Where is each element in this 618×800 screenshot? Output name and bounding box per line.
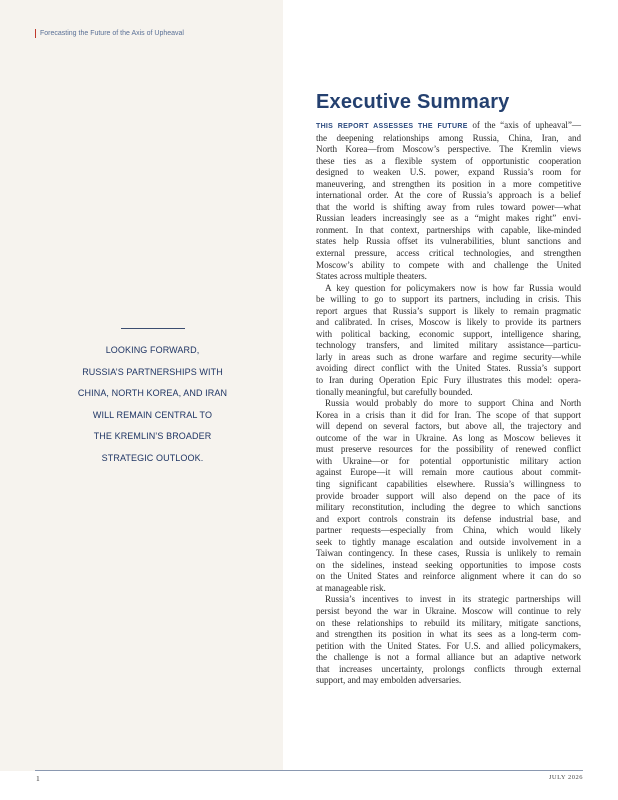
- paragraph-line: with Ukraine—or for potential opportunistic military action: [316, 455, 581, 466]
- pull-quote-line: LOOKING FORWARD,: [105, 345, 200, 355]
- paragraph-line: Russia would probably do more to support China and North: [325, 398, 581, 409]
- paragraph-line: and strengthen its position in what its sees as a long-term com-: [316, 629, 581, 640]
- paragraph-line: on these relationships to rebuild its military, mitigate sanctions,: [316, 617, 581, 628]
- pull-quote: [30, 340, 275, 470]
- paragraph-line: support, and may embolden adversaries.: [316, 675, 462, 686]
- paragraph-line: at manageable risk.: [316, 582, 386, 593]
- footer-rule: [35, 770, 583, 771]
- paragraph-line: Korea in a crisis than it did for Iran. The scope of that support: [316, 409, 581, 420]
- paragraph-line: international order. At the core of Russia’s approach is a belief: [316, 190, 581, 201]
- paragraph-line: maneuvering, and strengthen its position in a more competitive: [316, 178, 581, 189]
- pull-quote-line: RUSSIA’S PARTNERSHIPS WITH: [82, 366, 223, 377]
- paragraph-line: petition with the United States. For U.S. and allied policymakers,: [316, 640, 581, 651]
- body-text: [316, 120, 581, 687]
- paragraph-line: on the sidelines, instead seeking opportunities to impose costs: [316, 559, 581, 570]
- paragraph-line: external pressure, access critical technologies, and strengthen: [316, 248, 581, 259]
- pull-quote-line: WILL REMAIN CENTRAL TO: [92, 409, 213, 420]
- page-number: 1: [36, 774, 40, 783]
- paragraph-line: and calibrated. In crises, Moscow is likely to provide its partners: [316, 317, 581, 328]
- paragraph-line: the challenge is not a formal alliance but an adaptive network: [316, 652, 581, 663]
- pull-quote-line: THE KREMLIN’S BROADER: [93, 431, 212, 442]
- paragraph-line: outcome of the war in Ukraine. As long as Moscow believes it: [316, 432, 581, 443]
- paragraph-line: and export controls constrain its defense industrial base, and: [316, 513, 581, 524]
- paragraph-line: provide broader support will also depend on the pace of its: [316, 490, 581, 501]
- paragraph-line: must preserve resources for the possibility of renewed conflict: [316, 444, 581, 455]
- paragraph-line: report argues that Russia’s support is likely to remain pragmatic: [316, 305, 581, 316]
- paragraph-line: [316, 120, 581, 133]
- paragraph-line-text: of the “axis of upheaval”—: [467, 120, 581, 130]
- paragraph-line: A key question for policymakers now is how far Russia would: [325, 282, 581, 293]
- page-title: Executive Summary: [316, 91, 510, 113]
- paragraph-line: States across multiple theaters.: [316, 271, 427, 282]
- pull-quote-line: CHINA, NORTH KOREA, AND IRAN: [77, 388, 228, 399]
- paragraph-line: North Korea—from Moscow’s perspective. The Kremlin views: [316, 144, 581, 155]
- paragraph-line: persist beyond the war in Ukraine. Moscow will continue to rely: [316, 605, 581, 616]
- paragraph-line: these ties as a flexible system of opportunistic cooperation: [316, 155, 581, 166]
- paragraph-line: military reconstitution, including the degree to which sanctions: [316, 502, 581, 513]
- paragraph-line: seek to tightly manage escalation and outside involvement in a: [316, 536, 581, 547]
- paragraph-line: the deepening relationships among Russia, China, Iran, and: [316, 132, 581, 143]
- paragraph-line: Russia’s incentives to invest in its strategic partnerships will: [325, 594, 581, 605]
- paragraph: [316, 120, 581, 283]
- paragraph-line: designed to weaken U.S. power, expand Russia’s room for: [316, 167, 581, 178]
- paragraph-line: to Iran during Operation Epic Fury illustrates this model: opera-: [316, 375, 581, 386]
- paragraph-line: against Europe—it will remain more cautious about commit-: [316, 467, 581, 478]
- paragraph: [316, 283, 581, 398]
- paragraph-line: technology transfers, and limited military assistance—particu-: [316, 340, 581, 351]
- paragraph-line: that increases uncertainty, prolongs conflicts through external: [316, 663, 581, 674]
- running-header-title: Forecasting the Future of the Axis of Upheaval: [35, 29, 184, 38]
- paragraph-line: tionally meaningful, but carefully bounded.: [316, 386, 473, 397]
- pull-quote-line: STRATEGIC OUTLOOK.: [101, 452, 204, 463]
- paragraph: [316, 398, 581, 594]
- paragraph-line: be willing to go to support its partners, including in crisis. This: [316, 294, 581, 305]
- paragraph-line: with political backing, economic support, intelligence sharing,: [316, 328, 581, 339]
- paragraph-line: that the world is shifting away from rules toward power—what: [316, 201, 581, 212]
- paragraph-line: avoiding direct conflict with the United States. Russia’s support: [316, 363, 581, 374]
- paragraph-line: Russian leaders increasingly see as a “might makes right” envi-: [316, 213, 581, 224]
- paragraph-line: ronment. In that context, partnerships with capable, like-minded: [316, 224, 581, 235]
- paragraph-line: ting significant capabilities elsewhere. Russia’s willingness to: [316, 478, 581, 489]
- paragraph-line: partner requests—especially from China, which would likely: [316, 525, 581, 536]
- lead-in: THIS REPORT ASSESSES THE FUTURE: [316, 123, 468, 130]
- paragraph: [316, 594, 581, 686]
- publication-date: JULY 2026: [548, 774, 583, 781]
- paragraph-line: larly in areas such as drone warfare and regime security—while: [316, 351, 581, 362]
- pull-quote-rule: [121, 328, 185, 329]
- paragraph-line: states help Russia offset its vulnerabilities, blunt sanctions and: [316, 236, 581, 247]
- paragraph-line: will depend on several factors, but above all, the trajectory and: [316, 421, 581, 432]
- paragraph-line: Moscow’s ability to compete with and challenge the United: [316, 259, 581, 270]
- paragraph-line: on the United States and reinforce alignment where it can do so: [316, 571, 581, 582]
- paragraph-line: Taiwan contingency. In these cases, Russia is unlikely to remain: [316, 548, 581, 559]
